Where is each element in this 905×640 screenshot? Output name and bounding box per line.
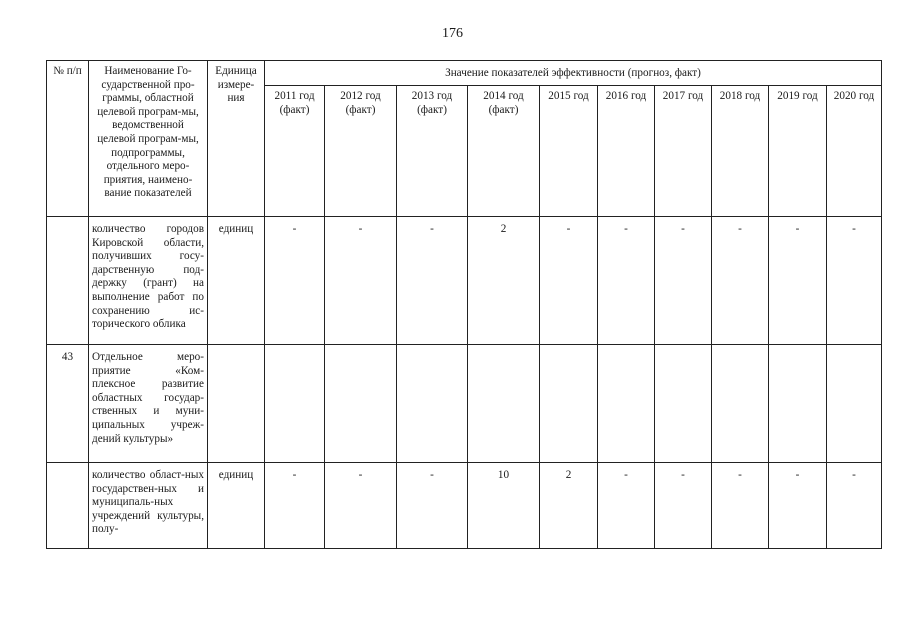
row-value: - bbox=[712, 463, 769, 549]
header-year: 2019 год bbox=[769, 86, 827, 217]
header-unit: Единица измере-ния bbox=[208, 61, 265, 217]
page-number: 176 bbox=[442, 26, 463, 41]
row-value: - bbox=[325, 463, 397, 549]
header-year: 2015 год bbox=[540, 86, 598, 217]
header-name: Наименование Го-сударственной про-граммы, областной целевой програм-мы, ведомственной целевой програм-мы, подпрограммы, отдельного меро-приятия, наимено-вание показателей bbox=[89, 61, 208, 217]
header-num: № п/п bbox=[47, 61, 89, 217]
row-num bbox=[47, 217, 89, 345]
row-value bbox=[712, 345, 769, 463]
row-value: - bbox=[397, 217, 468, 345]
header-group: Значение показателей эффективности (прогноз, факт) bbox=[265, 61, 882, 86]
row-num: 43 bbox=[47, 345, 89, 463]
row-value: - bbox=[598, 463, 655, 549]
row-value: - bbox=[827, 217, 882, 345]
header-year: 2016 год bbox=[598, 86, 655, 217]
row-value: - bbox=[397, 463, 468, 549]
row-value: 2 bbox=[468, 217, 540, 345]
row-name: Отдельное меро-приятие «Ком-плексное развитие областных государ-ственных и муни-ципальных учреж-дений культуры» bbox=[89, 345, 208, 463]
row-value: - bbox=[325, 217, 397, 345]
row-unit: единиц bbox=[208, 463, 265, 549]
header-year: 2018 год bbox=[712, 86, 769, 217]
row-value: - bbox=[655, 463, 712, 549]
table-row bbox=[47, 463, 882, 549]
row-value bbox=[827, 345, 882, 463]
row-num bbox=[47, 463, 89, 549]
row-value: 10 bbox=[468, 463, 540, 549]
header-year: 2012 год (факт) bbox=[325, 86, 397, 217]
header-year: 2014 год (факт) bbox=[468, 86, 540, 217]
row-value: - bbox=[769, 463, 827, 549]
table-row bbox=[47, 217, 882, 345]
row-unit: единиц bbox=[208, 217, 265, 345]
row-value: 2 bbox=[540, 463, 598, 549]
row-value bbox=[265, 345, 325, 463]
row-value bbox=[598, 345, 655, 463]
performance-indicators-table bbox=[46, 60, 882, 549]
header-year: 2017 год bbox=[655, 86, 712, 217]
row-value: - bbox=[540, 217, 598, 345]
row-value: - bbox=[827, 463, 882, 549]
row-value: - bbox=[265, 463, 325, 549]
header-year: 2013 год (факт) bbox=[397, 86, 468, 217]
row-value bbox=[397, 345, 468, 463]
row-name: количество област-ных государствен-ных и муниципаль-ных учреждений культуры, полу- bbox=[89, 463, 208, 549]
table-row bbox=[47, 345, 882, 463]
row-value bbox=[769, 345, 827, 463]
row-name: количество городов Кировской области, получивших госу-дарственную под-держку (грант) на выполнение работ по сохранению ис-торического облика bbox=[89, 217, 208, 345]
row-value: - bbox=[598, 217, 655, 345]
row-value bbox=[325, 345, 397, 463]
row-value: - bbox=[265, 217, 325, 345]
row-value: - bbox=[712, 217, 769, 345]
row-value: - bbox=[655, 217, 712, 345]
row-value bbox=[468, 345, 540, 463]
header-year: 2020 год bbox=[827, 86, 882, 217]
row-unit bbox=[208, 345, 265, 463]
row-value: - bbox=[769, 217, 827, 345]
row-value bbox=[540, 345, 598, 463]
row-value bbox=[655, 345, 712, 463]
header-year: 2011 год (факт) bbox=[265, 86, 325, 217]
